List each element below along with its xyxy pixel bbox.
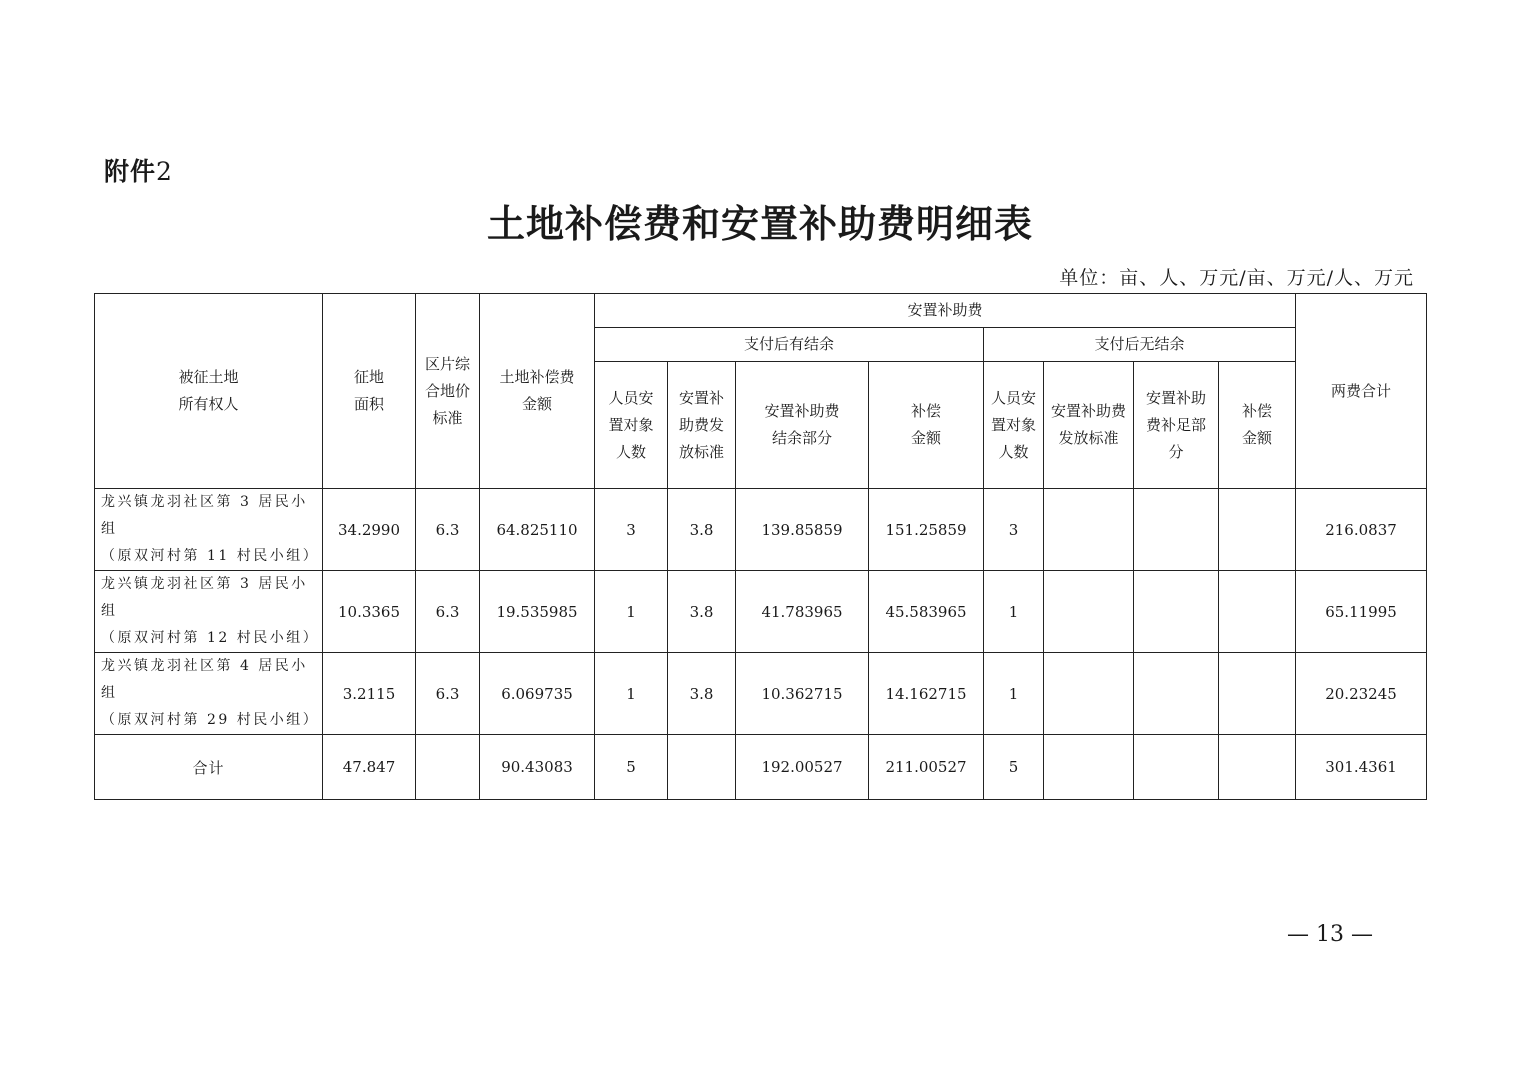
cell-wb-balance: 41.783965 (736, 571, 869, 653)
cell-wb-standard: 3.8 (668, 489, 736, 571)
cell-owner: 龙兴镇龙羽社区第 3 居民小组 （原双河村第 11 村民小组） (95, 489, 323, 571)
cell-area: 10.3365 (323, 571, 416, 653)
attachment-label (104, 152, 173, 188)
cell-wb-standard (668, 735, 736, 800)
header-nb-standard: 安置补助费 发放标准 (1044, 362, 1134, 489)
cell-total: 216.0837 (1296, 489, 1427, 571)
page-number-dash-left: — (1287, 922, 1316, 947)
header-resettlement-subsidy: 安置补助费 (595, 294, 1296, 328)
cell-land-compensation: 6.069735 (480, 653, 595, 735)
cell-wb-persons: 5 (595, 735, 668, 800)
document-title: 土地补偿费和安置补助费明细表 (486, 201, 1033, 246)
page-number-value: 13 (1316, 922, 1344, 947)
header-nb-supplement: 安置补助 费补足部 分 (1134, 362, 1219, 489)
cell-nb-persons: 1 (984, 571, 1044, 653)
cell-land-compensation: 19.535985 (480, 571, 595, 653)
cell-wb-persons: 1 (595, 653, 668, 735)
cell-wb-compensation: 45.583965 (869, 571, 984, 653)
cell-land-compensation: 64.825110 (480, 489, 595, 571)
unit-note: 单位：亩、人、万元/亩、万元/人、万元 (1059, 267, 1414, 289)
table-row (95, 571, 1427, 653)
total-row (95, 735, 1427, 800)
cell-price-standard: 6.3 (416, 571, 480, 653)
header-wb-balance: 安置补助费 结余部分 (736, 362, 869, 489)
header-without-balance: 支付后无结余 (984, 328, 1296, 362)
cell-price-standard: 6.3 (416, 653, 480, 735)
header-area: 征地 面积 (323, 294, 416, 489)
cell-nb-standard (1044, 489, 1134, 571)
cell-wb-persons: 3 (595, 489, 668, 571)
cell-price-standard (416, 735, 480, 800)
cell-nb-persons: 1 (984, 653, 1044, 735)
header-wb-compensation: 补偿 金额 (869, 362, 984, 489)
header-wb-persons: 人员安 置对象 人数 (595, 362, 668, 489)
cell-nb-compensation (1219, 653, 1296, 735)
page-number-dash-right: — (1344, 922, 1373, 947)
cell-area: 47.847 (323, 735, 416, 800)
header-land-compensation: 土地补偿费 金额 (480, 294, 595, 489)
header-total: 两费合计 (1296, 294, 1427, 489)
cell-nb-compensation (1219, 735, 1296, 800)
cell-area: 3.2115 (323, 653, 416, 735)
cell-wb-balance: 139.85859 (736, 489, 869, 571)
cell-owner: 龙兴镇龙羽社区第 4 居民小组 （原双河村第 29 村民小组） (95, 653, 323, 735)
header-with-balance: 支付后有结余 (595, 328, 984, 362)
cell-wb-standard: 3.8 (668, 653, 736, 735)
cell-wb-persons: 1 (595, 571, 668, 653)
compensation-detail-table (94, 293, 1427, 800)
cell-nb-standard (1044, 735, 1134, 800)
header-nb-compensation: 补偿 金额 (1219, 362, 1296, 489)
cell-total: 65.11995 (1296, 571, 1427, 653)
header-nb-persons: 人员安 置对象 人数 (984, 362, 1044, 489)
cell-nb-persons: 3 (984, 489, 1044, 571)
cell-nb-standard (1044, 653, 1134, 735)
cell-nb-standard (1044, 571, 1134, 653)
cell-total: 301.4361 (1296, 735, 1427, 800)
cell-nb-persons: 5 (984, 735, 1044, 800)
page-number (1287, 922, 1373, 947)
cell-nb-supplement (1134, 653, 1219, 735)
table-row (95, 489, 1427, 571)
attachment-number: 2 (156, 157, 173, 186)
header-wb-standard: 安置补 助费发 放标准 (668, 362, 736, 489)
cell-total-label: 合计 (95, 735, 323, 800)
cell-wb-balance: 10.362715 (736, 653, 869, 735)
cell-area: 34.2990 (323, 489, 416, 571)
attachment-text: 附件 (104, 157, 157, 186)
table-row (95, 653, 1427, 735)
cell-nb-compensation (1219, 489, 1296, 571)
cell-land-compensation: 90.43083 (480, 735, 595, 800)
cell-wb-compensation: 14.162715 (869, 653, 984, 735)
cell-wb-balance: 192.00527 (736, 735, 869, 800)
cell-wb-compensation: 151.25859 (869, 489, 984, 571)
cell-nb-supplement (1134, 489, 1219, 571)
cell-nb-supplement (1134, 735, 1219, 800)
cell-total: 20.23245 (1296, 653, 1427, 735)
cell-nb-supplement (1134, 571, 1219, 653)
cell-owner: 龙兴镇龙羽社区第 3 居民小组 （原双河村第 12 村民小组） (95, 571, 323, 653)
cell-price-standard: 6.3 (416, 489, 480, 571)
header-price-standard: 区片综 合地价 标准 (416, 294, 480, 489)
cell-wb-standard: 3.8 (668, 571, 736, 653)
cell-nb-compensation (1219, 571, 1296, 653)
cell-wb-compensation: 211.00527 (869, 735, 984, 800)
header-owner: 被征土地 所有权人 (95, 294, 323, 489)
